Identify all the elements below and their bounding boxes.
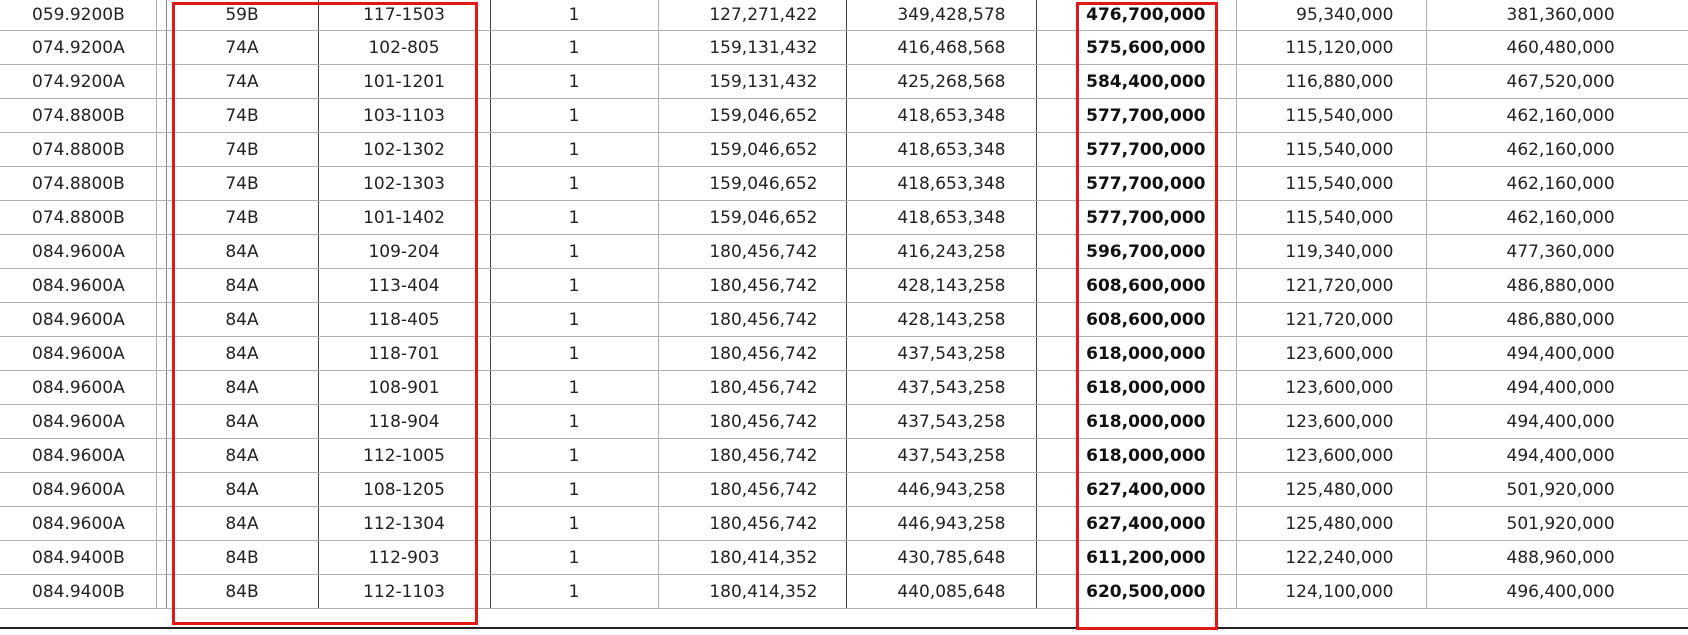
- cell-balance: 462,160,000: [1426, 167, 1688, 201]
- cell-type: 084.9600A: [0, 235, 156, 269]
- cell-count: 1: [490, 371, 658, 405]
- cell-unit-number: 109-204: [318, 235, 490, 269]
- cell-count: 1: [490, 31, 658, 65]
- cell-total-price: 618,000,000: [1036, 439, 1236, 473]
- cell-building-price: 446,943,258: [846, 473, 1036, 507]
- cell-total-price: 618,000,000: [1036, 405, 1236, 439]
- cell-balance: 467,520,000: [1426, 65, 1688, 99]
- cell-type: 084.9600A: [0, 337, 156, 371]
- cell-total-price: 476,700,000: [1036, 0, 1236, 31]
- cell-balance: 486,880,000: [1426, 303, 1688, 337]
- cell-total-price: 596,700,000: [1036, 235, 1236, 269]
- cell-unit-type: 84A: [166, 473, 318, 507]
- cell-total-price: 611,200,000: [1036, 541, 1236, 575]
- cell-balance: 496,400,000: [1426, 575, 1688, 609]
- cell-spacer: [156, 167, 166, 201]
- cell-down-payment: 121,720,000: [1236, 303, 1426, 337]
- cell-balance: 462,160,000: [1426, 99, 1688, 133]
- cell-down-payment: 125,480,000: [1236, 473, 1426, 507]
- cell-unit-number: 118-904: [318, 405, 490, 439]
- cell-unit-type: 84B: [166, 541, 318, 575]
- cell-spacer: [156, 473, 166, 507]
- cell-unit-number: 112-1005: [318, 439, 490, 473]
- cell-count: 1: [490, 575, 658, 609]
- cell-balance: 462,160,000: [1426, 201, 1688, 235]
- cell-count: 1: [490, 65, 658, 99]
- cell-unit-number: 102-1303: [318, 167, 490, 201]
- cell-spacer: [156, 31, 166, 65]
- cell-type: 084.9600A: [0, 269, 156, 303]
- cell-unit-number: 102-1302: [318, 133, 490, 167]
- cell-unit-number: 117-1503: [318, 0, 490, 31]
- cell-balance: 460,480,000: [1426, 31, 1688, 65]
- cell-down-payment: 123,600,000: [1236, 337, 1426, 371]
- cell-type: 074.8800B: [0, 201, 156, 235]
- cell-down-payment: 121,720,000: [1236, 269, 1426, 303]
- cell-count: 1: [490, 337, 658, 371]
- cell-down-payment: 123,600,000: [1236, 371, 1426, 405]
- cell-spacer: [156, 133, 166, 167]
- cell-count: 1: [490, 303, 658, 337]
- cell-down-payment: 115,540,000: [1236, 167, 1426, 201]
- cell-unit-type: 84A: [166, 337, 318, 371]
- cell-unit-type: 74A: [166, 31, 318, 65]
- cell-total-price: 577,700,000: [1036, 167, 1236, 201]
- cell-land-price: 180,456,742: [658, 269, 846, 303]
- cell-unit-number: 101-1201: [318, 65, 490, 99]
- table-row: [0, 541, 1688, 575]
- cell-total-price: 577,700,000: [1036, 99, 1236, 133]
- cell-spacer: [156, 235, 166, 269]
- cell-spacer: [156, 201, 166, 235]
- cell-type: 074.9200A: [0, 65, 156, 99]
- cell-count: 1: [490, 0, 658, 31]
- cell-spacer: [156, 575, 166, 609]
- cell-unit-type: 74A: [166, 65, 318, 99]
- cell-total-price: 618,000,000: [1036, 371, 1236, 405]
- table-row: [0, 405, 1688, 439]
- table-row: [0, 235, 1688, 269]
- cell-count: 1: [490, 269, 658, 303]
- cell-down-payment: 95,340,000: [1236, 0, 1426, 31]
- cell-spacer: [156, 507, 166, 541]
- cell-unit-type: 84A: [166, 235, 318, 269]
- cell-count: 1: [490, 507, 658, 541]
- cell-balance: 494,400,000: [1426, 371, 1688, 405]
- cell-land-price: 159,131,432: [658, 65, 846, 99]
- cell-building-price: 418,653,348: [846, 167, 1036, 201]
- table-row: [0, 0, 1688, 31]
- cell-unit-type: 84A: [166, 371, 318, 405]
- cell-unit-type: 84A: [166, 269, 318, 303]
- table-row: [0, 65, 1688, 99]
- cell-unit-number: 112-1304: [318, 507, 490, 541]
- cell-building-price: 428,143,258: [846, 269, 1036, 303]
- cell-land-price: 127,271,422: [658, 0, 846, 31]
- cell-total-price: 618,000,000: [1036, 337, 1236, 371]
- cell-land-price: 180,456,742: [658, 473, 846, 507]
- table-row: [0, 575, 1688, 609]
- table-row: [0, 371, 1688, 405]
- cell-building-price: 416,243,258: [846, 235, 1036, 269]
- cell-type: 084.9400B: [0, 541, 156, 575]
- cell-spacer: [156, 99, 166, 133]
- cell-count: 1: [490, 167, 658, 201]
- cell-type: 084.9600A: [0, 439, 156, 473]
- cell-building-price: 418,653,348: [846, 201, 1036, 235]
- cell-type: 059.9200B: [0, 0, 156, 31]
- cell-building-price: 437,543,258: [846, 337, 1036, 371]
- cell-unit-type: 74B: [166, 167, 318, 201]
- cell-down-payment: 116,880,000: [1236, 65, 1426, 99]
- cell-total-price: 577,700,000: [1036, 133, 1236, 167]
- cell-land-price: 180,456,742: [658, 439, 846, 473]
- cell-unit-type: 74B: [166, 99, 318, 133]
- cell-unit-type: 84A: [166, 405, 318, 439]
- cell-land-price: 180,456,742: [658, 405, 846, 439]
- cell-building-price: 440,085,648: [846, 575, 1036, 609]
- cell-land-price: 180,456,742: [658, 371, 846, 405]
- cell-unit-number: 112-1103: [318, 575, 490, 609]
- cell-spacer: [156, 303, 166, 337]
- cell-building-price: 418,653,348: [846, 99, 1036, 133]
- table-row: [0, 133, 1688, 167]
- cell-balance: 494,400,000: [1426, 405, 1688, 439]
- cell-building-price: 437,543,258: [846, 371, 1036, 405]
- cell-land-price: 180,456,742: [658, 235, 846, 269]
- cell-balance: 486,880,000: [1426, 269, 1688, 303]
- cell-land-price: 159,046,652: [658, 201, 846, 235]
- cell-balance: 494,400,000: [1426, 337, 1688, 371]
- cell-type: 074.9200A: [0, 31, 156, 65]
- cell-spacer: [156, 371, 166, 405]
- cell-balance: 501,920,000: [1426, 473, 1688, 507]
- cell-land-price: 180,414,352: [658, 575, 846, 609]
- table-bottom-rule: [0, 627, 1688, 629]
- cell-balance: 501,920,000: [1426, 507, 1688, 541]
- cell-type: 074.8800B: [0, 133, 156, 167]
- table-row: [0, 473, 1688, 507]
- cell-unit-type: 84A: [166, 303, 318, 337]
- table-row: [0, 99, 1688, 133]
- cell-spacer: [156, 269, 166, 303]
- cell-land-price: 180,456,742: [658, 337, 846, 371]
- cell-spacer: [156, 0, 166, 31]
- cell-unit-number: 113-404: [318, 269, 490, 303]
- cell-building-price: 430,785,648: [846, 541, 1036, 575]
- cell-type: 074.8800B: [0, 99, 156, 133]
- cell-land-price: 159,046,652: [658, 167, 846, 201]
- cell-down-payment: 115,540,000: [1236, 133, 1426, 167]
- table-row: [0, 269, 1688, 303]
- cell-down-payment: 122,240,000: [1236, 541, 1426, 575]
- table-row: [0, 303, 1688, 337]
- table-row: [0, 167, 1688, 201]
- cell-unit-type: 84A: [166, 439, 318, 473]
- cell-count: 1: [490, 235, 658, 269]
- cell-building-price: 349,428,578: [846, 0, 1036, 31]
- cell-down-payment: 123,600,000: [1236, 439, 1426, 473]
- cell-building-price: 416,468,568: [846, 31, 1036, 65]
- table-row: [0, 201, 1688, 235]
- cell-down-payment: 115,540,000: [1236, 201, 1426, 235]
- cell-land-price: 180,456,742: [658, 303, 846, 337]
- cell-type: 074.8800B: [0, 167, 156, 201]
- cell-count: 1: [490, 439, 658, 473]
- cell-spacer: [156, 65, 166, 99]
- cell-unit-type: 59B: [166, 0, 318, 31]
- cell-balance: 462,160,000: [1426, 133, 1688, 167]
- cell-building-price: 437,543,258: [846, 405, 1036, 439]
- cell-building-price: 425,268,568: [846, 65, 1036, 99]
- cell-unit-number: 102-805: [318, 31, 490, 65]
- cell-building-price: 418,653,348: [846, 133, 1036, 167]
- cell-balance: 488,960,000: [1426, 541, 1688, 575]
- cell-spacer: [156, 541, 166, 575]
- cell-unit-number: 118-405: [318, 303, 490, 337]
- cell-unit-type: 74B: [166, 133, 318, 167]
- cell-spacer: [156, 337, 166, 371]
- cell-total-price: 608,600,000: [1036, 303, 1236, 337]
- cell-building-price: 446,943,258: [846, 507, 1036, 541]
- cell-building-price: 437,543,258: [846, 439, 1036, 473]
- cell-unit-number: 103-1103: [318, 99, 490, 133]
- cell-land-price: 159,131,432: [658, 31, 846, 65]
- cell-type: 084.9600A: [0, 303, 156, 337]
- cell-down-payment: 115,120,000: [1236, 31, 1426, 65]
- cell-balance: 477,360,000: [1426, 235, 1688, 269]
- cell-unit-number: 112-903: [318, 541, 490, 575]
- cell-total-price: 584,400,000: [1036, 65, 1236, 99]
- cell-down-payment: 119,340,000: [1236, 235, 1426, 269]
- cell-land-price: 159,046,652: [658, 99, 846, 133]
- cell-total-price: 627,400,000: [1036, 473, 1236, 507]
- cell-balance: 494,400,000: [1426, 439, 1688, 473]
- cell-unit-type: 74B: [166, 201, 318, 235]
- cell-unit-number: 101-1402: [318, 201, 490, 235]
- cell-type: 084.9600A: [0, 405, 156, 439]
- cell-unit-number: 118-701: [318, 337, 490, 371]
- cell-total-price: 620,500,000: [1036, 575, 1236, 609]
- cell-total-price: 627,400,000: [1036, 507, 1236, 541]
- cell-count: 1: [490, 133, 658, 167]
- cell-type: 084.9400B: [0, 575, 156, 609]
- cell-count: 1: [490, 473, 658, 507]
- cell-land-price: 180,414,352: [658, 541, 846, 575]
- cell-unit-type: 84A: [166, 507, 318, 541]
- cell-count: 1: [490, 541, 658, 575]
- table-row: [0, 439, 1688, 473]
- cell-count: 1: [490, 405, 658, 439]
- table-row: [0, 31, 1688, 65]
- cell-count: 1: [490, 99, 658, 133]
- cell-down-payment: 123,600,000: [1236, 405, 1426, 439]
- cell-unit-number: 108-1205: [318, 473, 490, 507]
- cell-type: 084.9600A: [0, 371, 156, 405]
- cell-total-price: 608,600,000: [1036, 269, 1236, 303]
- cell-balance: 381,360,000: [1426, 0, 1688, 31]
- cell-down-payment: 124,100,000: [1236, 575, 1426, 609]
- table-row: [0, 507, 1688, 541]
- cell-down-payment: 125,480,000: [1236, 507, 1426, 541]
- cell-land-price: 159,046,652: [658, 133, 846, 167]
- cell-type: 084.9600A: [0, 473, 156, 507]
- cell-spacer: [156, 439, 166, 473]
- cell-type: 084.9600A: [0, 507, 156, 541]
- cell-land-price: 180,456,742: [658, 507, 846, 541]
- cell-total-price: 575,600,000: [1036, 31, 1236, 65]
- cell-unit-number: 108-901: [318, 371, 490, 405]
- cell-count: 1: [490, 201, 658, 235]
- cell-building-price: 428,143,258: [846, 303, 1036, 337]
- cell-down-payment: 115,540,000: [1236, 99, 1426, 133]
- cell-unit-type: 84B: [166, 575, 318, 609]
- cell-total-price: 577,700,000: [1036, 201, 1236, 235]
- table-row: [0, 337, 1688, 371]
- cell-spacer: [156, 405, 166, 439]
